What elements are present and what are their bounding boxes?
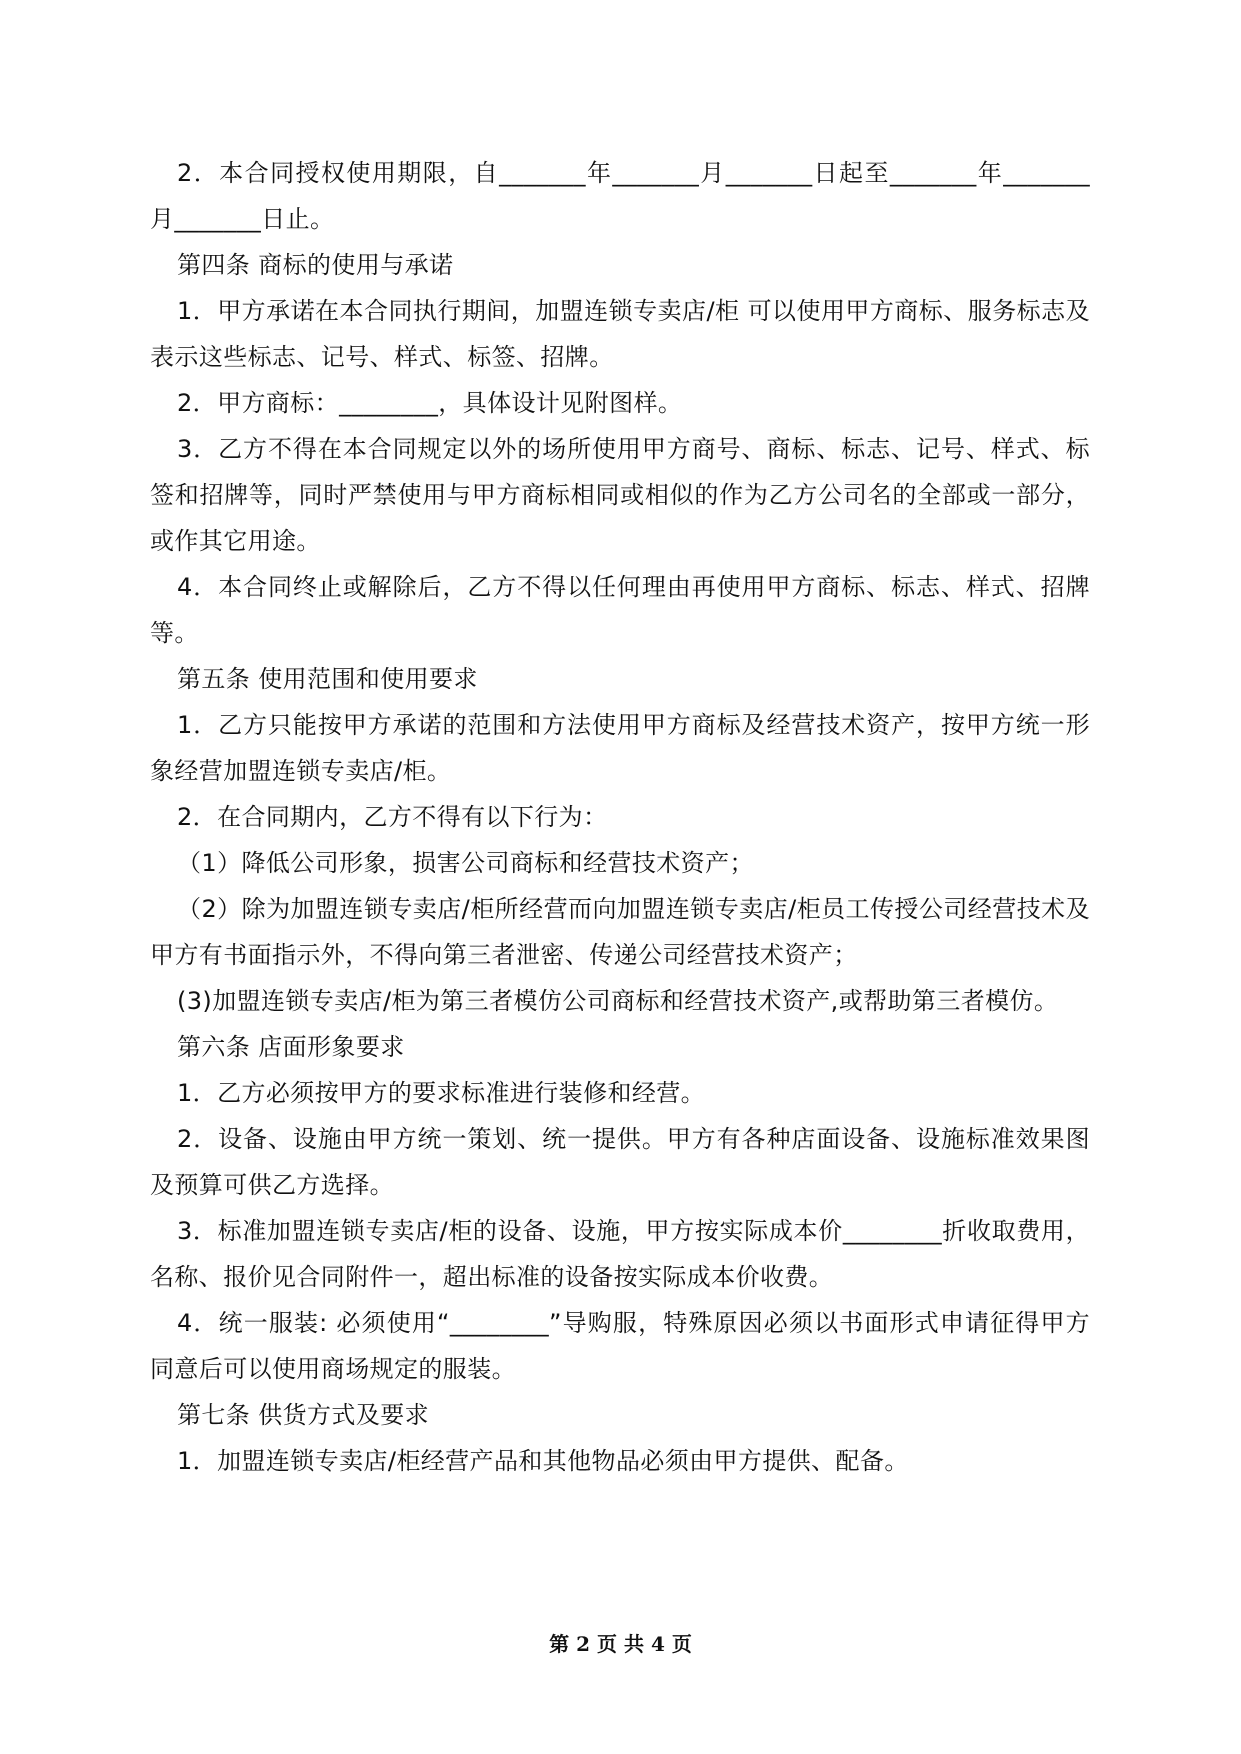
list-item: (3)加盟连锁专卖店/柜为第三者模仿公司商标和经营技术资产,或帮助第三者模仿。	[177, 987, 1059, 1015]
paragraph: 2．设备、设施由甲方统一策划、统一提供。甲方有各种店面设备、设施标准效果图及预算可供乙方选择。	[150, 1125, 1090, 1199]
paragraph: 4．统一服装: 必须使用“________”导购服，特殊原因必须以书面形式申请征得甲方同意后可以使用商场规定的服装。	[150, 1309, 1090, 1383]
paragraph: 3．乙方不得在本合同规定以外的场所使用甲方商号、商标、标志、记号、样式、标签和招牌等，同时严禁使用与甲方商标相同或相似的作为乙方公司名的全部或一部分，或作其它用途。	[150, 435, 1090, 555]
paragraph: 1．乙方必须按甲方的要求标准进行装修和经营。	[177, 1079, 706, 1107]
heading-article-4: 第四条 商标的使用与承诺	[177, 251, 454, 279]
paragraph-term-period: 2．本合同授权使用期限，自_______年_______月_______日起至_______年_______月_______日止。	[150, 159, 1090, 233]
paragraph: 2．甲方商标：________，具体设计见附图样。	[177, 389, 683, 417]
paragraph: 1．乙方只能按甲方承诺的范围和方法使用甲方商标及经营技术资产，按甲方统一形象经营加盟连锁专卖店/柜。	[150, 711, 1090, 785]
heading-article-6: 第六条 店面形象要求	[177, 1033, 405, 1061]
paragraph: 1．加盟连锁专卖店/柜经营产品和其他物品必须由甲方提供、配备。	[177, 1447, 909, 1475]
paragraph: 3．标准加盟连锁专卖店/柜的设备、设施，甲方按实际成本价________折收取费用，名称、报价见合同附件一，超出标准的设备按实际成本价收费。	[150, 1217, 1090, 1291]
list-item: （1）降低公司形象，损害公司商标和经营技术资产；	[177, 849, 754, 877]
heading-article-7: 第七条 供货方式及要求	[177, 1401, 430, 1429]
paragraph: 2．在合同期内，乙方不得有以下行为：	[177, 803, 608, 831]
paragraph: 1．甲方承诺在本合同执行期间，加盟连锁专卖店/柜 可以使用甲方商标、服务标志及表示这些标志、记号、样式、标签、招牌。	[150, 297, 1090, 371]
list-item: （2）除为加盟连锁专卖店/柜所经营而向加盟连锁专卖店/柜员工传授公司经营技术及甲方有书面指示外，不得向第三者泄密、传递公司经营技术资产；	[150, 895, 1090, 969]
page-number-footer: 第 2 页 共 4 页	[549, 1632, 692, 1656]
heading-article-5: 第五条 使用范围和使用要求	[177, 665, 478, 693]
document-body	[150, 150, 1090, 1484]
paragraph: 4．本合同终止或解除后，乙方不得以任何理由再使用甲方商标、标志、样式、招牌等。	[150, 573, 1090, 647]
